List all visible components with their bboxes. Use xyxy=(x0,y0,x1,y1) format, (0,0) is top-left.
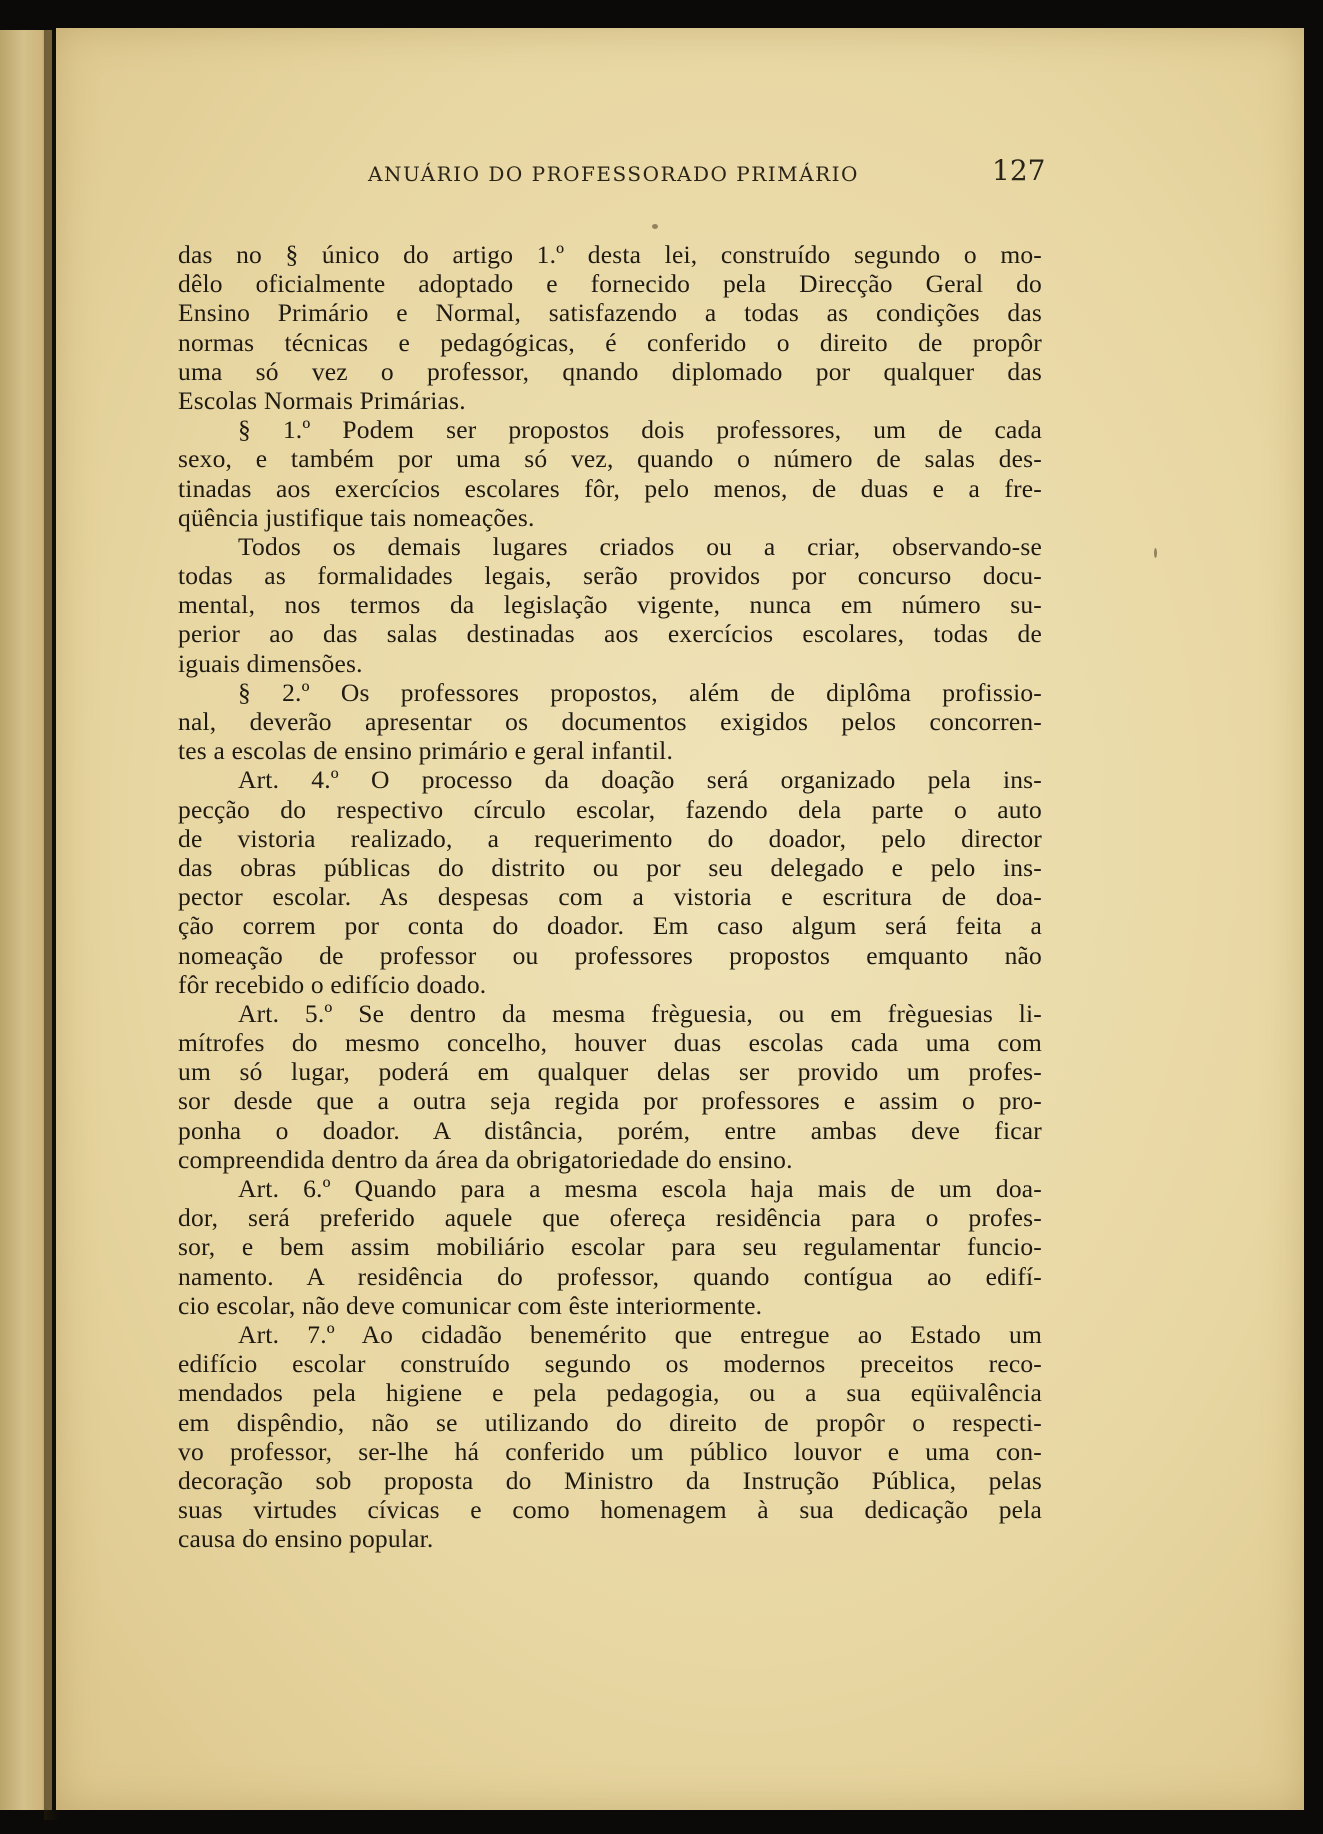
text-line: edifício escolar construído segundo os modernos preceitos reco- xyxy=(178,1349,1042,1379)
text-line: normas técnicas e pedagógicas, é conferido o direito de propôr xyxy=(178,327,1042,357)
text-line: dêlo oficialmente adoptado e fornecido pela Direcção Geral do xyxy=(178,269,1042,299)
text-line: tes a escolas de ensino primário e geral infantil. xyxy=(178,736,674,766)
text-line: das obras públicas do distrito ou por seu delegado e pelo ins- xyxy=(178,852,1042,882)
text-line: das no § único do artigo 1.º desta lei, construído segundo o mo- xyxy=(178,240,1042,269)
text-line: Art. 5.º Se dentro da mesma frèguesia, ou em frèguesias li- xyxy=(238,998,1042,1028)
text-line: nomeação de professor ou professores propostos emquanto não xyxy=(178,940,1042,970)
paper-speck xyxy=(652,224,658,229)
text-line: § 1.º Podem ser propostos dois professores, um de cada xyxy=(238,415,1042,445)
text-line: Ensino Primário e Normal, satisfazendo a todas as condições das xyxy=(178,298,1042,328)
text-line: pecção do respectivo círculo escolar, fazendo dela parte o auto xyxy=(178,794,1042,824)
page-number: 127 xyxy=(992,154,1046,187)
text-line: Art. 7.º Ao cidadão benemérito que entregue ao Estado um xyxy=(238,1319,1042,1349)
text-line: Todos os demais lugares criados ou a criar, observando-se xyxy=(238,531,1042,561)
text-line: mendados pela higiene e pela pedagogia, ou a sua eqüivalência xyxy=(178,1378,1042,1408)
text-line: suas virtudes cívicas e como homenagem à sua dedicação pela xyxy=(178,1495,1042,1525)
text-line: nal, deverão apresentar os documentos exigidos pelos concorren- xyxy=(178,707,1042,736)
text-line: fôr recebido o edifício doado. xyxy=(178,969,487,999)
text-line: Escolas Normais Primárias. xyxy=(178,385,466,415)
text-line: sor desde que a outra seja regida por professores e assim o pro- xyxy=(178,1086,1042,1116)
text-line: um só lugar, poderá em qualquer delas ser provido um profes- xyxy=(178,1057,1042,1087)
text-line: todas as formalidades legais, serão providos por concurso docu- xyxy=(178,561,1042,591)
text-line: dor, será preferido aquele que ofereça residência para o profes- xyxy=(178,1203,1042,1233)
text-line: Art. 4.º O processo da doação será organizado pela ins- xyxy=(238,765,1042,795)
text-line: Art. 6.º Quando para a mesma escola haja mais de um doa- xyxy=(238,1174,1042,1203)
text-line: qüência justifique tais nomeações. xyxy=(178,502,535,532)
text-line: ponha o doador. A distância, porém, entre ambas deve ficar xyxy=(178,1115,1042,1145)
text-line: perior ao das salas destinadas aos exercícios escolares, todas de xyxy=(178,619,1042,649)
text-line: causa do ensino popular. xyxy=(178,1524,434,1554)
paper-speck xyxy=(1154,548,1157,558)
text-line: decoração sob proposta do Ministro da Instrução Pública, pelas xyxy=(178,1465,1042,1495)
text-line: § 2.º Os professores propostos, além de diplôma profissio- xyxy=(238,677,1042,707)
text-line: cio escolar, não deve comunicar com êste interiormente. xyxy=(178,1290,763,1320)
text-line: uma só vez o professor, qnando diplomado por qualquer das xyxy=(178,356,1042,386)
text-line: pector escolar. As despesas com a vistoria e escritura de doa- xyxy=(178,882,1042,912)
text-line: tinadas aos exercícios escolares fôr, pelo menos, de duas e a fre- xyxy=(178,473,1042,503)
text-line: de vistoria realizado, a requerimento do doador, pelo director xyxy=(178,823,1042,853)
text-line: sexo, e também por uma só vez, quando o número de salas des- xyxy=(178,444,1042,474)
text-line: vo professor, ser-lhe há conferido um público louvor e uma con- xyxy=(178,1436,1042,1466)
text-line: ção correm por conta do doador. Em caso algum será feita a xyxy=(178,911,1042,941)
running-head: ANUÁRIO DO PROFESSORADO PRIMÁRIO xyxy=(368,162,859,186)
text-line: iguais dimensões. xyxy=(178,648,363,678)
text-line: em dispêndio, não se utilizando do direito de propôr o respecti- xyxy=(178,1407,1042,1437)
text-line: sor, e bem assim mobiliário escolar para seu regulamentar funcio- xyxy=(178,1232,1042,1262)
text-line: compreendida dentro da área da obrigatoriedade do ensino. xyxy=(178,1144,793,1174)
body-text xyxy=(178,240,1042,1553)
text-line: namento. A residência do professor, quando contígua ao edifí- xyxy=(178,1261,1042,1291)
text-line: mental, nos termos da legislação vigente, nunca em número su- xyxy=(178,590,1042,620)
text-line: mítrofes do mesmo concelho, houver duas escolas cada uma com xyxy=(178,1028,1042,1058)
